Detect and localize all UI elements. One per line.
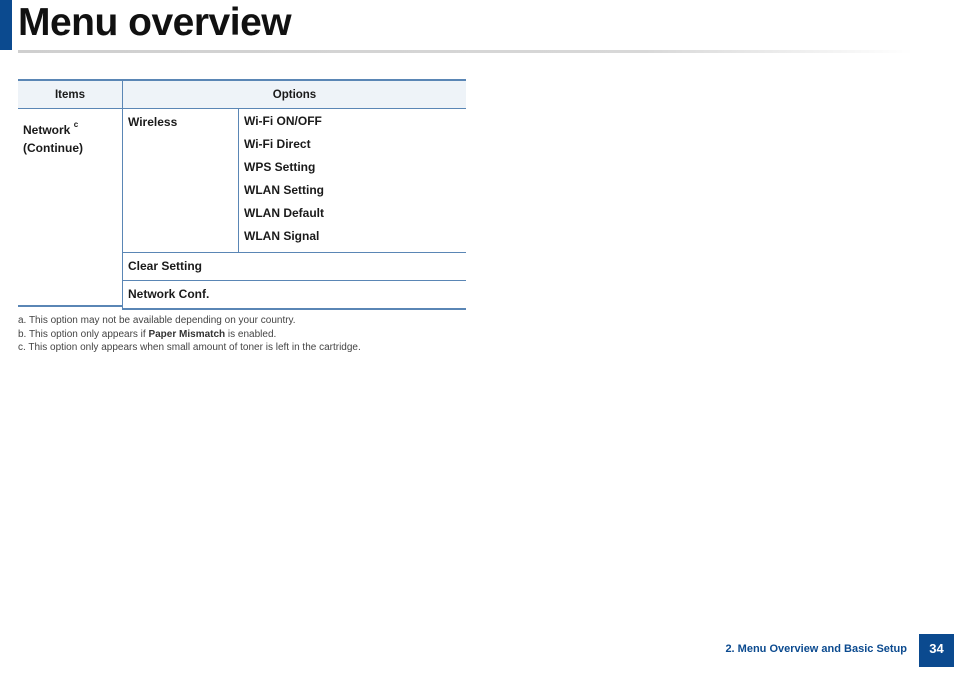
sub-option-wifi-on-off: Wi-Fi ON/OFF <box>244 114 322 128</box>
footer-section-link[interactable]: 2. Menu Overview and Basic Setup <box>725 643 907 655</box>
table-bottom-rule-items <box>18 305 122 307</box>
table-header-row <box>18 80 466 109</box>
sub-option-wps-setting: WPS Setting <box>244 160 316 174</box>
wireless-sub-options <box>239 109 467 253</box>
sub-option-wifi-direct: Wi-Fi Direct <box>244 137 311 151</box>
header-accent-bar <box>0 0 12 50</box>
footnote-b-suffix: is enabled. <box>225 328 277 340</box>
title-divider <box>18 50 913 53</box>
option-clear-setting: Clear Setting <box>123 253 467 281</box>
table-row <box>18 109 466 253</box>
items-cell-network <box>18 109 123 310</box>
item-continue-label: (Continue) <box>23 141 83 155</box>
sub-option-wlan-setting: WLAN Setting <box>244 183 324 197</box>
page-number: 34 <box>919 634 954 667</box>
page-title: Menu overview <box>18 1 292 44</box>
footnote-marker: c <box>73 120 79 129</box>
items-header: Items <box>18 80 123 109</box>
footnote-b-prefix: b. This option only appears if <box>18 328 149 340</box>
footnote-c: c. This option only appears when small amount of toner is left in the cartridge. <box>18 342 361 353</box>
footnotes <box>18 314 361 355</box>
sub-option-wlan-default: WLAN Default <box>244 206 324 220</box>
sub-option-wlan-signal: WLAN Signal <box>244 229 320 243</box>
menu-table <box>18 79 466 310</box>
option-wireless: Wireless <box>123 109 239 253</box>
footnote-a: a. This option may not be available depending on your country. <box>18 315 296 326</box>
option-network-conf: Network Conf. <box>123 281 467 310</box>
footnote-b <box>18 328 361 342</box>
options-header: Options <box>123 80 467 109</box>
footnote-b-bold: Paper Mismatch <box>148 328 226 340</box>
item-network-label: Network <box>23 123 71 137</box>
